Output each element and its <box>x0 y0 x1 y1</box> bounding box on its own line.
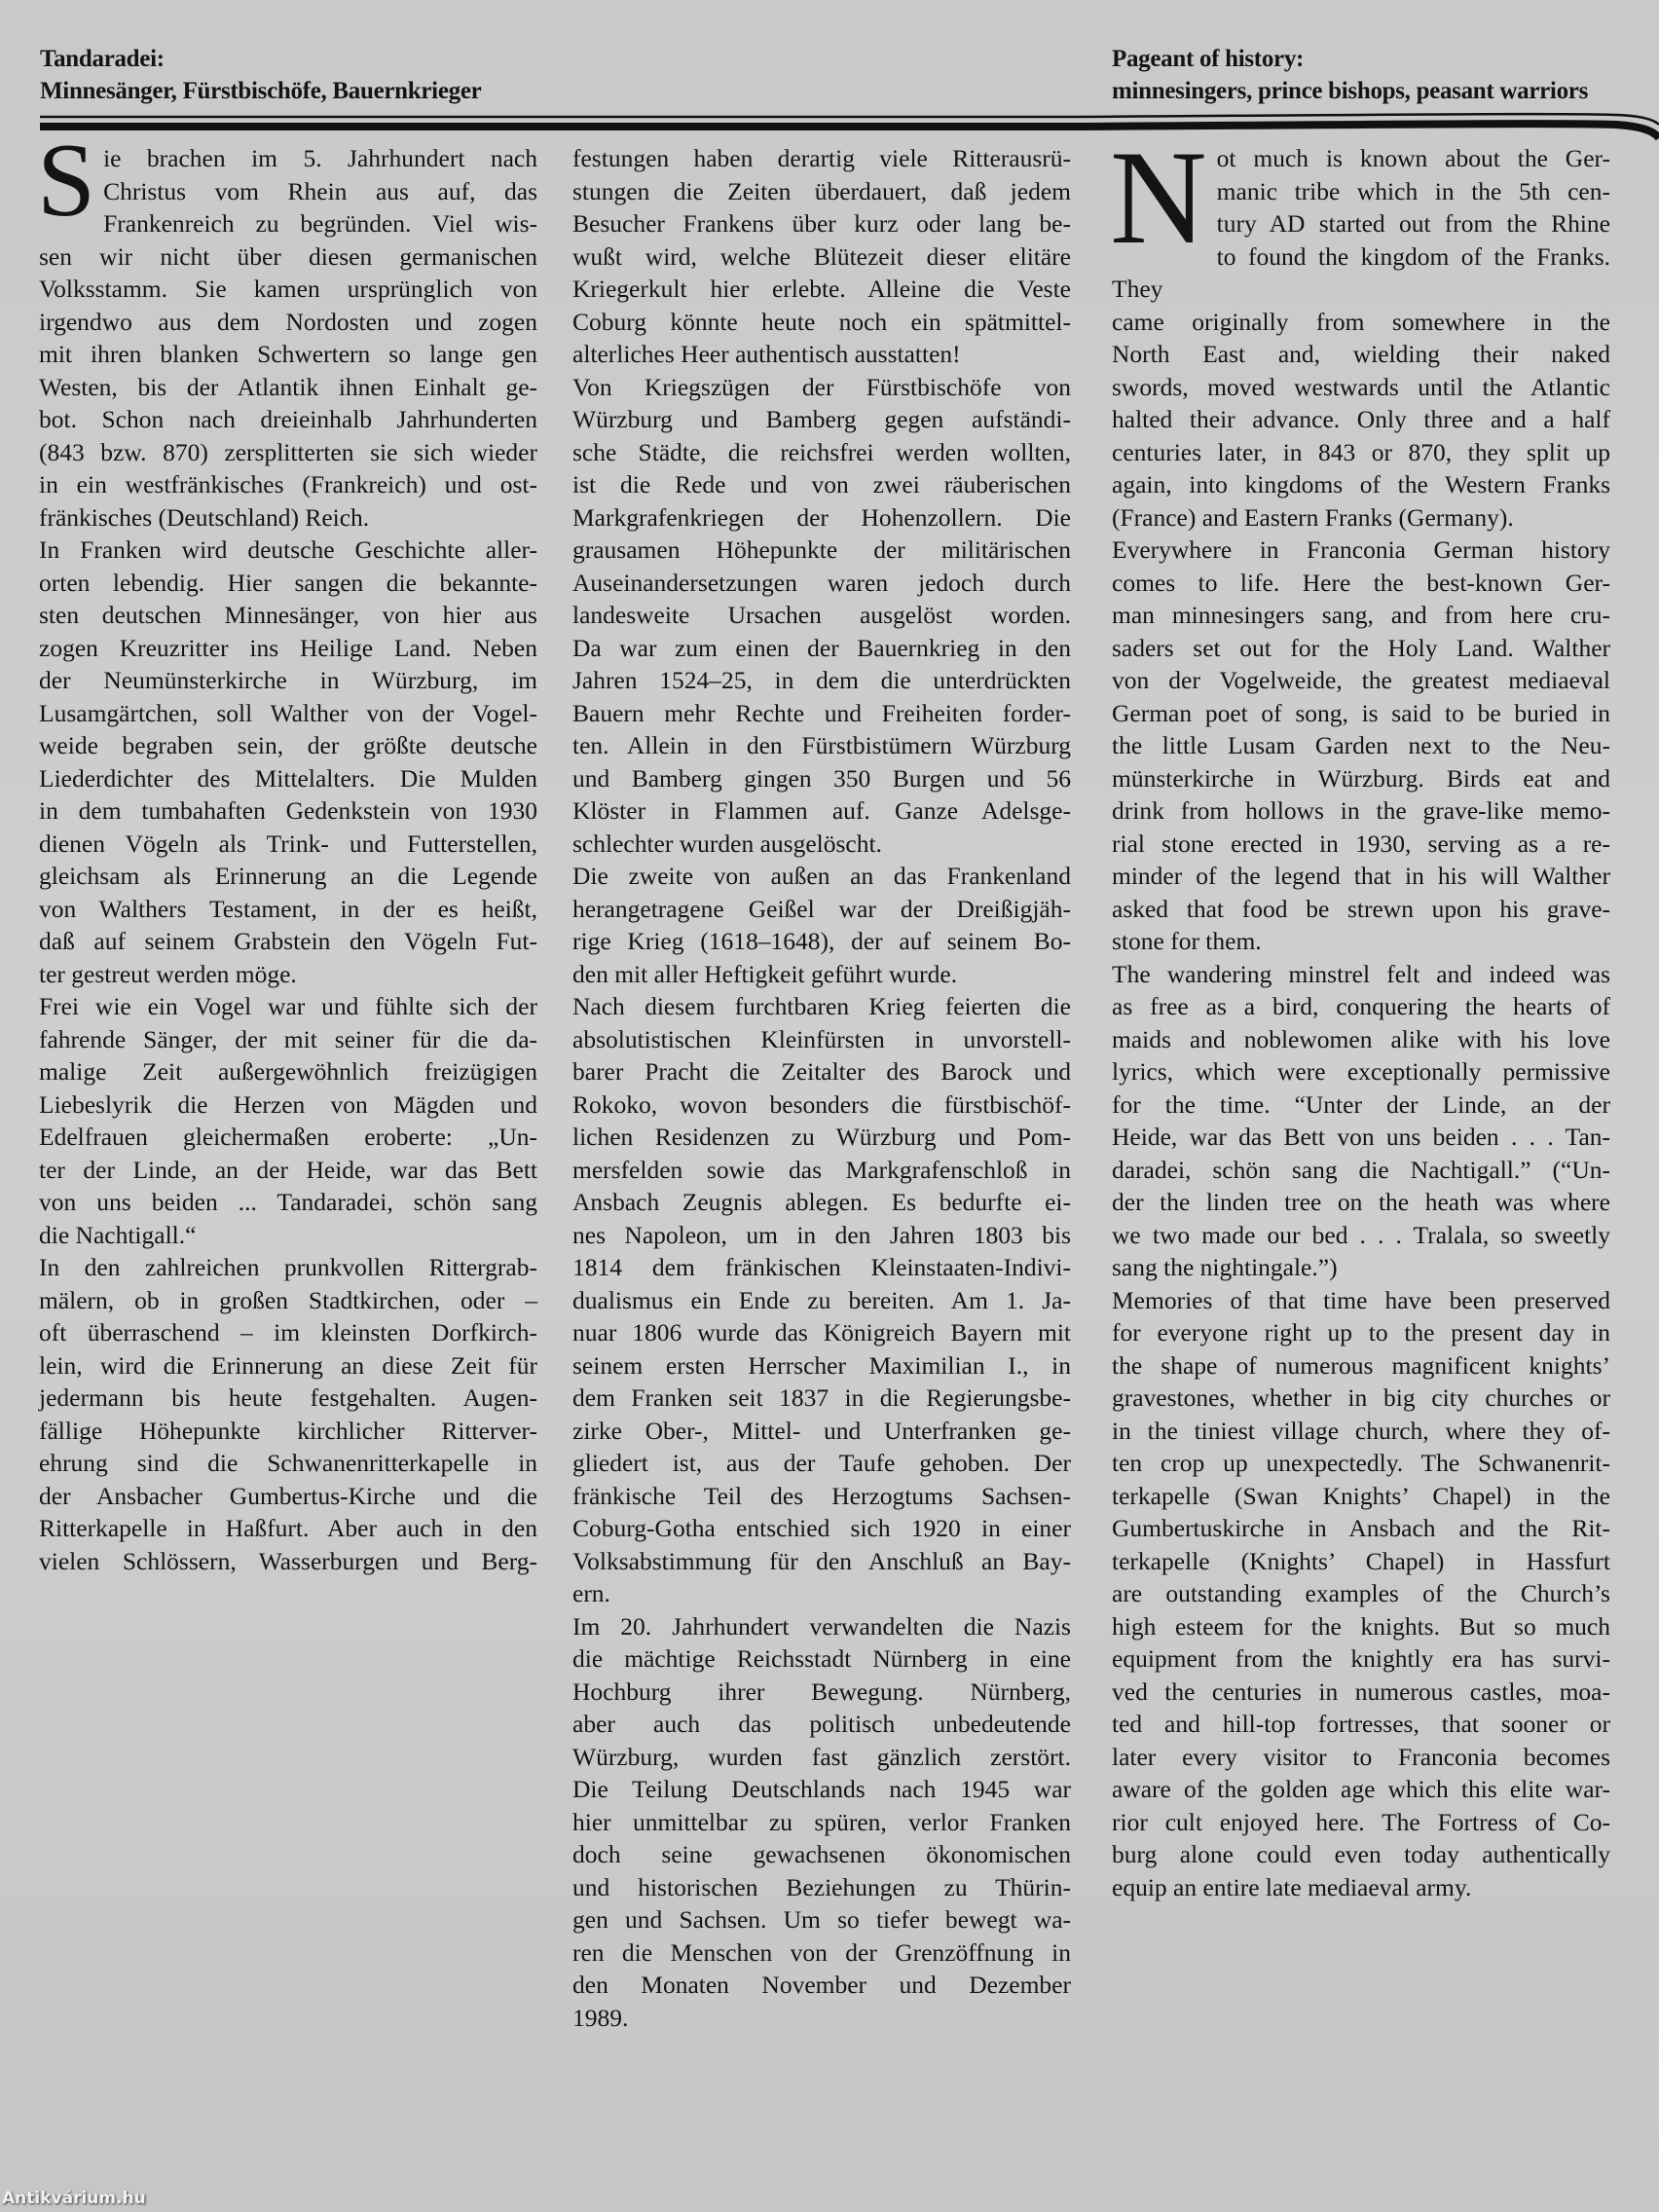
text-line: stungen die Zeiten überdauert, daß jedem <box>572 176 1071 205</box>
text-line: gen und Sachsen. Um so tiefer bewegt wa- <box>572 1905 1071 1934</box>
text-line: comes to life. Here the best-known Ger- <box>1112 568 1610 597</box>
text-line: den Monaten November und Dezember <box>572 1971 1071 1999</box>
text-line: Frankenreich zu begründen. Viel wis- <box>103 209 537 238</box>
text-line: terkapelle (Knights’ Chapel) in Hassfurt <box>1112 1546 1610 1575</box>
text-line: fränkisches (Deutschland) Reich. <box>39 502 370 532</box>
text-line: (France) and Eastern Franks (Germany). <box>1112 502 1514 532</box>
text-line: Da war zum einen der Bauernkrieg in den <box>572 633 1071 662</box>
text-line: der Ansbacher Gumbertus-Kirche und die <box>39 1481 537 1510</box>
text-line: Coburg-Gotha entschied sich 1920 in einer <box>572 1514 1071 1542</box>
text-line: gravestones, whether in big city churches or <box>1112 1383 1610 1412</box>
paragraph <box>1112 1284 1610 1904</box>
text-line: weide begraben sein, der größte deutsche <box>39 731 537 759</box>
text-line: Liebeslyrik die Herzen von Mägden und <box>39 1089 537 1119</box>
text-line: terkapelle (Swan Knights’ Chapel) in the <box>1112 1481 1610 1510</box>
text-line: fränkische Teil des Herzogtums Sachsen- <box>572 1481 1071 1510</box>
paragraph <box>572 990 1071 1610</box>
text-line: as free as a bird, conquering the hearts of <box>1112 992 1610 1020</box>
text-line: irgendwo aus dem Nordosten und zogen <box>39 307 537 336</box>
header-left-subtitle: Minnesänger, Fürstbischöfe, Bauernkrieger <box>40 78 482 104</box>
text-line: Klöster in Flammen auf. Ganze Adelsge- <box>572 796 1071 825</box>
text-line: Jahren 1524–25, in dem die unterdrückten <box>572 666 1071 694</box>
text-line: Hochburg ihrer Bewegung. Nürnberg, <box>572 1677 1071 1706</box>
text-line: Heide, war das Bett von uns beiden . . . Tan- <box>1112 1123 1610 1151</box>
text-line: ten crop up unexpectedly. The Schwanenrit- <box>1112 1449 1610 1477</box>
text-line: swords, moved westwards until the Atlantic <box>1112 372 1610 401</box>
text-line: later every visitor to Franconia becomes <box>1112 1742 1610 1771</box>
drop-cap: N <box>1110 123 1207 272</box>
paragraph <box>39 1251 537 1577</box>
text-line: orten lebendig. Hier sangen die bekannte- <box>39 568 537 597</box>
text-line: maids and noblewomen alike with his love <box>1112 1024 1610 1053</box>
text-line: daß auf seinem Grabstein den Vögeln Fut- <box>39 927 537 955</box>
drop-cap: S <box>37 123 96 239</box>
text-line: die Nachtigall.“ <box>39 1220 197 1249</box>
text-line: Die Teilung Deutschlands nach 1945 war <box>572 1775 1071 1803</box>
text-line: der Neumünsterkirche in Würzburg, im <box>39 666 537 694</box>
watermark-logo: Antikvárium.hu <box>2 2189 146 2208</box>
text-line: Volksstamm. Sie kamen ursprünglich von <box>39 275 537 303</box>
text-line: 1814 dem fränkischen Kleinstaaten-Indivi- <box>572 1253 1071 1281</box>
text-line: ted and hill-top fortresses, that sooner or <box>1112 1710 1610 1738</box>
paragraph <box>37 123 537 534</box>
text-line: Gumbertuskirche in Ansbach and the Rit- <box>1112 1514 1610 1542</box>
header-rule <box>0 107 1659 146</box>
text-line: gleichsam als Erinnerung an die Legende <box>39 862 537 890</box>
text-line: der the linden tree on the heath was where <box>1112 1188 1610 1216</box>
text-line: high esteem for the knights. But so much <box>1112 1611 1610 1641</box>
text-line: asked that food be strewn upon his grave- <box>1112 894 1610 923</box>
text-line: sang the nightingale.”) <box>1112 1253 1338 1281</box>
text-line: nuar 1806 wurde das Königreich Bayern mit <box>572 1318 1071 1346</box>
text-line: equip an entire late mediaeval army. <box>1112 1872 1472 1901</box>
text-line: dem Franken seit 1837 in die Regierungsbe- <box>572 1383 1071 1412</box>
text-line: malige Zeit außergewöhnlich freizügigen <box>39 1057 537 1086</box>
text-line: lein, wird die Erinnerung an diese Zeit für <box>39 1350 537 1380</box>
text-line: In den zahlreichen prunkvollen Rittergrab- <box>39 1253 537 1281</box>
paragraph <box>572 1610 1071 2035</box>
header-left-title: Tandaradei: <box>40 46 165 72</box>
text-line: to found the kingdom of the Franks. They <box>1112 241 1610 303</box>
text-line: Von Kriegszügen der Fürstbischöfe von <box>572 372 1071 401</box>
text-line: again, into kingdoms of the Western Franks <box>1112 470 1610 498</box>
text-line: drink from hollows in the grave-like memo- <box>1112 796 1610 825</box>
text-line: herangetragene Geißel war der Dreißigjäh- <box>572 894 1071 923</box>
text-line: man minnesingers sang, and from here cru- <box>1112 601 1610 629</box>
text-line: Liederdichter des Mittelalters. Die Mulden <box>39 763 537 793</box>
text-line: burg alone could even today authentically <box>1112 1840 1610 1868</box>
text-line: Besucher Frankens über kurz oder lang be- <box>572 209 1071 238</box>
column-german-middle <box>572 142 1071 2034</box>
text-line: came originally from somewhere in the <box>1112 307 1610 336</box>
text-line: in dem tumbahaften Gedenkstein von 1930 <box>39 796 537 825</box>
text-line: fahrende Sänger, der mit seiner für die da- <box>39 1024 537 1053</box>
paragraph <box>1112 958 1610 1284</box>
text-line: Nach diesem furchtbaren Krieg feierten die <box>572 992 1071 1020</box>
text-line: grausamen Höhepunkte der militärischen <box>572 535 1071 564</box>
text-line: und Bamberg gingen 350 Burgen und 56 <box>572 763 1071 793</box>
text-line: aber auch das politisch unbedeutende <box>572 1710 1071 1738</box>
text-line: rior cult enjoyed here. The Fortress of Co- <box>1112 1807 1610 1836</box>
text-line: rige Krieg (1618–1648), der auf seinem Bo- <box>572 927 1071 955</box>
text-line: von uns beiden ... Tandaradei, schön sang <box>39 1188 537 1216</box>
text-line: bot. Schon nach dreieinhalb Jahrhunderten <box>39 405 537 433</box>
text-line: Edelfrauen gleichermaßen eroberte: „Un- <box>39 1123 537 1151</box>
text-line: ehrung sind die Schwanenritterkapelle in <box>39 1449 537 1477</box>
text-line: Volksabstimmung für den Anschluß an Bay- <box>572 1546 1071 1575</box>
paragraph <box>39 534 537 990</box>
text-line: ren die Menschen von der Grenzöffnung in <box>572 1937 1071 1967</box>
text-line: the shape of numerous magnificent knights’ <box>1112 1350 1610 1380</box>
text-line: seinem ersten Herrscher Maximilian I., in <box>572 1350 1071 1380</box>
text-line: Frei wie ein Vogel war und fühlte sich der <box>39 992 537 1020</box>
text-line: for everyone right up to the present day in <box>1112 1318 1610 1346</box>
text-line: (843 bzw. 870) zersplitterten sie sich wieder <box>39 437 537 466</box>
text-line: the little Lusam Garden next to the Neu- <box>1112 731 1610 759</box>
text-line: nes Napoleon, um in den Jahren 1803 bis <box>572 1220 1071 1249</box>
text-line: jedermann bis heute festgehalten. Augen- <box>39 1383 537 1412</box>
paragraph <box>1112 534 1610 958</box>
text-line: Kriegerkult hier erlebte. Alleine die Veste <box>572 275 1071 303</box>
text-line: landesweite Ursachen ausgelöst worden. <box>572 601 1071 629</box>
text-line: von der Vogelweide, the greatest mediaeval <box>1112 666 1610 694</box>
text-line: stone for them. <box>1112 927 1262 955</box>
text-line: doch seine gewachsenen ökonomischen <box>572 1840 1071 1868</box>
text-line: Rokoko, wovon besonders die fürstbischöf- <box>572 1089 1071 1119</box>
text-line: alterliches Heer authentisch ausstatten! <box>572 340 961 368</box>
text-line: fällige Höhepunkte kirchlicher Ritterver- <box>39 1416 537 1445</box>
text-line: münsterkirche in Würzburg. Birds eat and <box>1112 763 1610 793</box>
text-line: aware of the golden age which this elite war- <box>1112 1775 1610 1803</box>
text-line: zirke Ober-, Mittel- und Unterfranken ge- <box>572 1416 1071 1445</box>
text-line: equipment from the knightly era has survi- <box>1112 1644 1610 1673</box>
text-line: saders set out for the Holy Land. Walther <box>1112 633 1610 662</box>
paragraph <box>1110 123 1610 534</box>
text-line: minder of the legend that in his will Walther <box>1112 862 1610 890</box>
text-line: absolutistischen Kleinfürsten in unvorstell- <box>572 1024 1071 1053</box>
text-line: lyrics, which were exceptionally permissive <box>1112 1057 1610 1086</box>
text-line: mersfelden sowie das Markgrafenschloß in <box>572 1155 1071 1184</box>
text-line: German poet of song, is said to be buried in <box>1112 698 1610 727</box>
text-line: lichen Residenzen zu Würzburg und Pom- <box>572 1123 1071 1151</box>
text-line: In Franken wird deutsche Geschichte aller- <box>39 535 537 564</box>
text-line: ved the centuries in numerous castles, moa- <box>1112 1677 1610 1706</box>
text-line: for the time. “Unter der Linde, an der <box>1112 1089 1610 1119</box>
column-english-right <box>1110 123 1610 1903</box>
text-line: Ritterkapelle in Haßfurt. Aber auch in den <box>39 1514 537 1542</box>
text-line: we two made our bed . . . Tralala, so sweetly <box>1112 1220 1610 1249</box>
text-line: dienen Vögeln als Trink- und Futterstellen, <box>39 829 537 858</box>
text-line: festungen haben derartig viele Ritterausrü- <box>572 144 1071 172</box>
text-line: rial stone erected in 1930, serving as a re- <box>1112 829 1610 858</box>
text-line: ern. <box>572 1579 610 1607</box>
text-line: dualismus ein Ende zu bereiten. Am 1. Ja- <box>572 1285 1071 1314</box>
text-line: ist die Rede und von zwei räuberischen <box>572 470 1071 498</box>
text-line: mit ihren blanken Schwertern so lange gen <box>39 340 537 368</box>
text-line: in the tiniest village church, where they of- <box>1112 1416 1610 1445</box>
paragraph <box>572 860 1071 990</box>
text-line: Würzburg, wurden fast gänzlich zerstört. <box>572 1742 1071 1771</box>
text-line: und historischen Beziehungen zu Thürin- <box>572 1872 1071 1901</box>
text-line: daradei, schön sang die Nachtigall.” (“Un- <box>1112 1155 1610 1184</box>
text-line: Im 20. Jahrhundert verwandelten die Nazis <box>572 1611 1071 1641</box>
text-line: Würzburg und Bamberg gegen aufständi- <box>572 405 1071 433</box>
paragraph <box>572 371 1071 861</box>
header-left <box>40 43 481 107</box>
text-line: The wandering minstrel felt and indeed was <box>1112 959 1610 988</box>
text-line: Christus vom Rhein aus auf, das <box>103 176 537 205</box>
text-line: ter gestreut werden möge. <box>39 959 297 988</box>
text-line: die mächtige Reichsstadt Nürnberg in eine <box>572 1644 1071 1673</box>
paragraph <box>39 990 537 1251</box>
paragraph <box>572 142 1071 371</box>
text-line: ten. Allein in den Fürstbistümern Würzburg <box>572 731 1071 759</box>
text-line: zogen Kreuzritter ins Heilige Land. Neben <box>39 633 537 662</box>
text-line: sten deutschen Minnesänger, von hier aus <box>39 601 537 629</box>
column-german-left <box>37 123 537 1577</box>
text-line: are outstanding examples of the Church’s <box>1112 1579 1610 1607</box>
text-line: ot much is known about the Ger- <box>1216 144 1610 172</box>
text-line: Westen, bis der Atlantik ihnen Einhalt ge- <box>39 372 537 401</box>
text-line: ie brachen im 5. Jahrhundert nach <box>103 144 537 172</box>
text-line: manic tribe which in the 5th cen- <box>1216 176 1610 205</box>
text-line: Lusamgärtchen, soll Walther von der Vogel- <box>39 698 537 727</box>
text-line: Bauern mehr Rechte und Freiheiten forder- <box>572 698 1071 727</box>
text-line: hier unmittelbar zu spüren, verlor Franken <box>572 1807 1071 1836</box>
header-rule-thick <box>40 124 1659 138</box>
text-line: schlechter wurden ausgelöscht. <box>572 829 882 858</box>
text-line: tury AD started out from the Rhine <box>1216 209 1610 238</box>
text-line: 1989. <box>572 2003 629 2032</box>
header-right <box>1112 43 1588 107</box>
text-line: Ansbach Zeugnis ablegen. Es bedurfte ei- <box>572 1188 1071 1216</box>
text-line: barer Pracht die Zeitalter des Barock und <box>572 1057 1071 1086</box>
text-line: Coburg könnte heute noch ein spätmittel- <box>572 307 1071 336</box>
text-line: oft überraschend – im kleinsten Dorfkirch- <box>39 1318 537 1346</box>
text-line: Markgrafenkriegen der Hohenzollern. Die <box>572 502 1071 532</box>
text-line: gliedert ist, aus der Taufe gehoben. Der <box>572 1449 1071 1477</box>
text-line: vielen Schlössern, Wasserburgen und Berg- <box>39 1546 537 1575</box>
text-line: mälern, ob in großen Stadtkirchen, oder – <box>39 1285 537 1314</box>
text-line: den mit aller Heftigkeit geführt wurde. <box>572 959 958 988</box>
header-right-title: Pageant of history: <box>1112 46 1305 72</box>
text-line: ter der Linde, an der Heide, war das Bett <box>39 1155 537 1184</box>
text-line: North East and, wielding their naked <box>1112 340 1610 368</box>
text-line: sche Städte, die reichsfrei werden wollten, <box>572 437 1071 466</box>
text-line: centuries later, in 843 or 870, they split up <box>1112 437 1610 466</box>
text-line: von Walthers Testament, in der es heißt, <box>39 894 537 923</box>
header-right-subtitle: minnesingers, prince bishops, peasant warriors <box>1112 78 1589 104</box>
text-line: wußt wird, welche Blütezeit dieser elitäre <box>572 241 1071 271</box>
text-line: Everywhere in Franconia German history <box>1112 535 1610 564</box>
text-line: sen wir nicht über diesen germanischen <box>39 241 537 271</box>
text-line: in ein westfränkisches (Frankreich) und ost- <box>39 470 537 498</box>
text-line: halted their advance. Only three and a half <box>1112 405 1610 433</box>
text-line: Auseinandersetzungen waren jedoch durch <box>572 568 1071 597</box>
text-line: Die zweite von außen an das Frankenland <box>572 862 1071 890</box>
text-line: Memories of that time have been preserved <box>1112 1285 1610 1314</box>
